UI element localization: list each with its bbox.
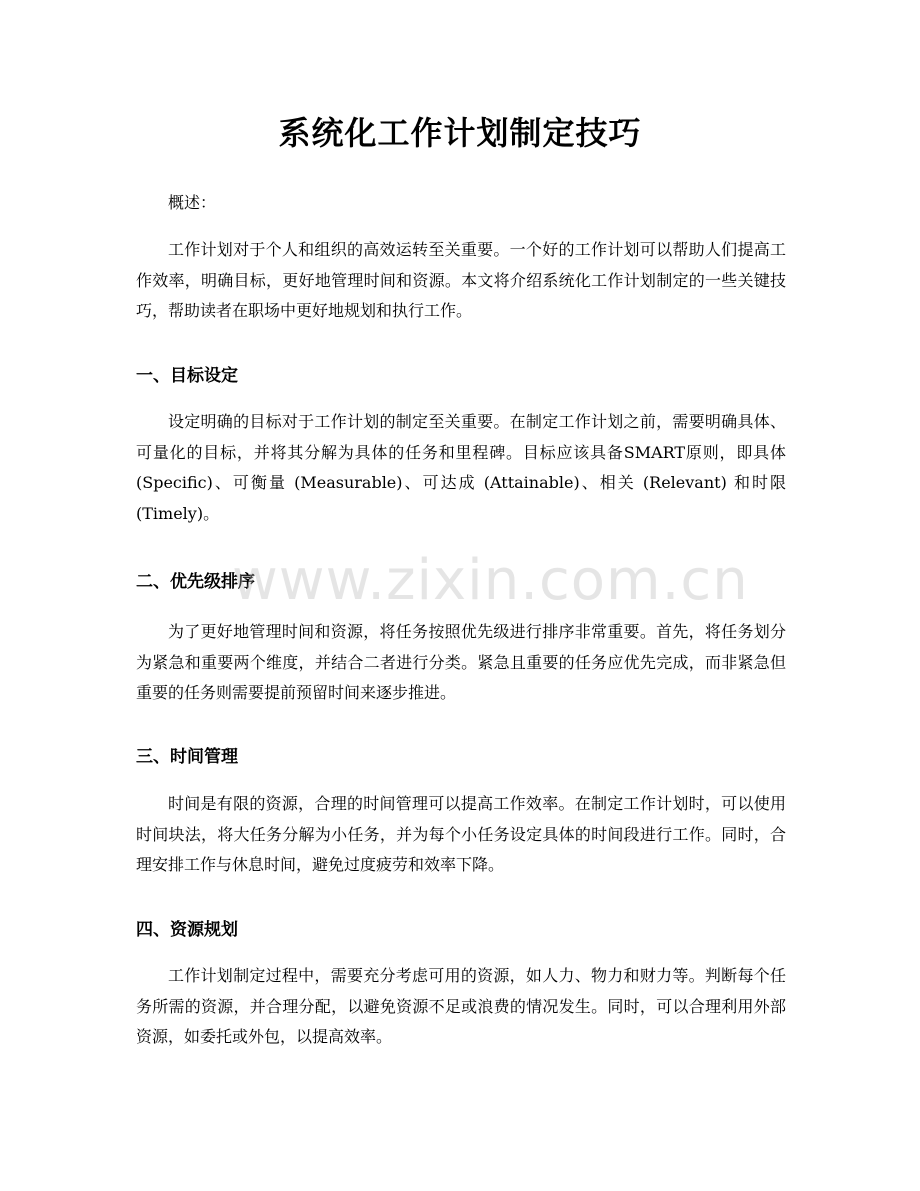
section-heading-priority: 二、优先级排序: [136, 572, 255, 592]
section-heading-goals: 一、目标设定: [136, 366, 238, 386]
section-heading-resources: 四、资源规划: [136, 920, 238, 940]
section-heading-time: 三、时间管理: [136, 747, 238, 767]
section-body-time: 时间是有限的资源，合理的时间管理可以提高工作效率。在制定工作计划时，可以使用时间块法，将大任务分解为小任务，并为每个小任务设定具体的时间段进行工作。同时，合理安排工作与休息时间，避免过度疲劳和效率下降。: [136, 794, 786, 874]
overview-label: 概述：: [168, 193, 217, 212]
intro-paragraph: 工作计划对于个人和组织的高效运转至关重要。一个好的工作计划可以帮助人们提高工作效率，明确目标，更好地管理时间和资源。本文将介绍系统化工作计划制定的一些关键技巧，帮助读者在职场中更好地规划和执行工作。: [136, 240, 786, 320]
section-body-priority: 为了更好地管理时间和资源，将任务按照优先级进行排序非常重要。首先，将任务划分为紧急和重要两个维度，并结合二者进行分类。紧急且重要的任务应优先完成，而非紧急但重要的任务则需要提前预留时间来逐步推进。: [136, 622, 786, 702]
watermark: www.zixin.com.cn: [232, 548, 749, 613]
section-body-goals: 设定明确的目标对于工作计划的制定至关重要。在制定工作计划之前，需要明确具体、可量化的目标，并将其分解为具体的任务和里程碑。目标应该具备SMART原则，即具体 (Specific)、可衡量 (Measurable)、可达成 (Attainable)、相关 (Relevant) 和时限 (Timely)。: [136, 412, 786, 523]
section-body-resources: 工作计划制定过程中，需要充分考虑可用的资源，如人力、物力和财力等。判断每个任务所需的资源，并合理分配，以避免资源不足或浪费的情况发生。同时，可以合理利用外部资源，如委托或外包，以提高效率。: [136, 966, 786, 1046]
document-title: 系统化工作计划制定技巧: [278, 114, 642, 152]
